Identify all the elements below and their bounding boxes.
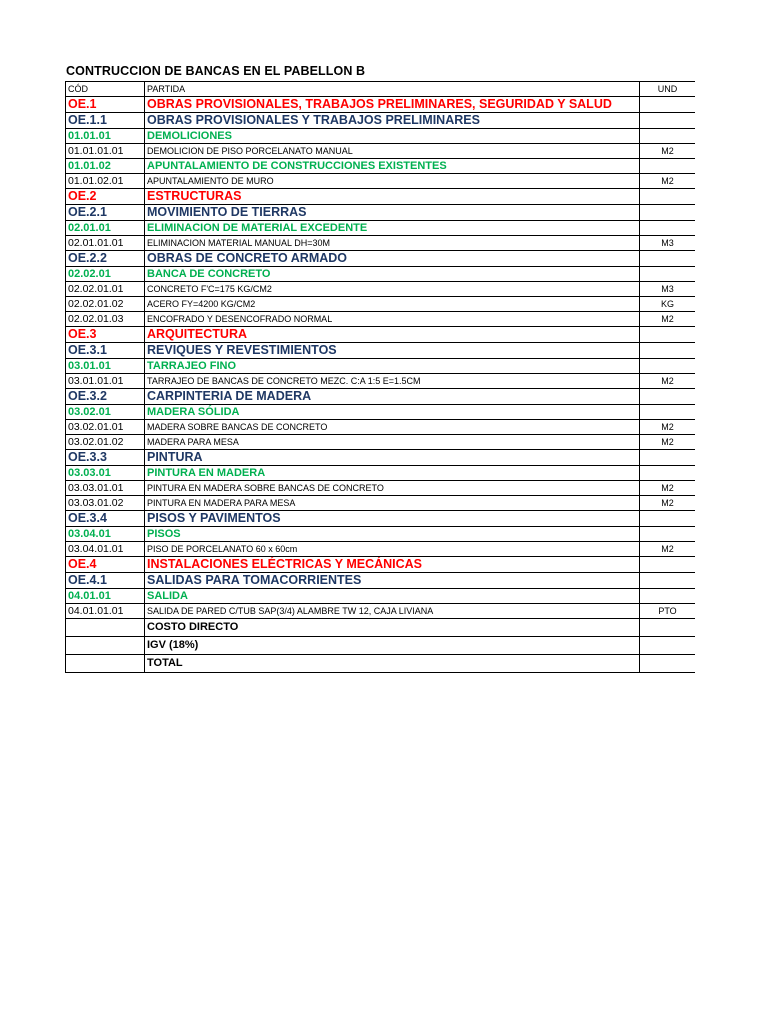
row-code: OE.3 xyxy=(66,327,145,343)
row-unit xyxy=(640,466,696,481)
table-row xyxy=(66,466,696,481)
table-row xyxy=(66,159,696,174)
row-description: IGV (18%) xyxy=(145,637,640,655)
row-description: CARPINTERIA DE MADERA xyxy=(145,389,640,405)
header-unit: UND xyxy=(640,82,696,97)
row-code xyxy=(66,619,145,637)
table-row xyxy=(66,481,696,496)
row-code: OE.3.2 xyxy=(66,389,145,405)
row-unit xyxy=(640,97,696,113)
row-unit xyxy=(640,511,696,527)
row-description: DEMOLICION DE PISO PORCELANATO MANUAL xyxy=(145,144,640,159)
table-row xyxy=(66,527,696,542)
row-description: SALIDA DE PARED C/TUB SAP(3/4) ALAMBRE TW 12, CAJA LIVIANA xyxy=(145,604,640,619)
row-code: 04.01.01.01 xyxy=(66,604,145,619)
row-code: 01.01.01 xyxy=(66,129,145,144)
row-description: SALIDAS PARA TOMACORRIENTES xyxy=(145,573,640,589)
row-code: OE.3.3 xyxy=(66,450,145,466)
row-description: SALIDA xyxy=(145,589,640,604)
row-code: OE.3.1 xyxy=(66,343,145,359)
row-unit: M2 xyxy=(640,374,696,389)
row-unit xyxy=(640,637,696,655)
table-row xyxy=(66,189,696,205)
table-row xyxy=(66,359,696,374)
row-code: 03.01.01.01 xyxy=(66,374,145,389)
row-code: OE.2.2 xyxy=(66,251,145,267)
table-row xyxy=(66,129,696,144)
row-code: 03.04.01 xyxy=(66,527,145,542)
row-description: TOTAL xyxy=(145,655,640,673)
row-description: TARRAJEO FINO xyxy=(145,359,640,374)
table-row xyxy=(66,589,696,604)
row-description: PINTURA EN MADERA SOBRE BANCAS DE CONCRETO xyxy=(145,481,640,496)
row-code: 03.02.01.02 xyxy=(66,435,145,450)
row-unit xyxy=(640,267,696,282)
table-row xyxy=(66,267,696,282)
budget-table xyxy=(65,81,695,673)
table-row xyxy=(66,297,696,312)
row-unit: PTO xyxy=(640,604,696,619)
row-description: ACERO FY=4200 KG/CM2 xyxy=(145,297,640,312)
row-code: 02.02.01.01 xyxy=(66,282,145,297)
header-description: PARTIDA xyxy=(145,82,640,97)
row-unit xyxy=(640,557,696,573)
table-row xyxy=(66,405,696,420)
row-unit xyxy=(640,589,696,604)
row-code: 02.01.01 xyxy=(66,221,145,236)
row-description: PINTURA xyxy=(145,450,640,466)
row-description: PISOS xyxy=(145,527,640,542)
row-code: 03.03.01.02 xyxy=(66,496,145,511)
table-row xyxy=(66,655,696,673)
row-description: APUNTALAMIENTO DE CONSTRUCCIONES EXISTENTES xyxy=(145,159,640,174)
table-row xyxy=(66,343,696,359)
row-description: PISOS Y PAVIMENTOS xyxy=(145,511,640,527)
table-row xyxy=(66,604,696,619)
table-row xyxy=(66,205,696,221)
row-description: PINTURA EN MADERA PARA MESA xyxy=(145,496,640,511)
row-description: INSTALACIONES ELÉCTRICAS Y MECÁNICAS xyxy=(145,557,640,573)
table-row xyxy=(66,435,696,450)
row-description: ESTRUCTURAS xyxy=(145,189,640,205)
row-code: 03.03.01.01 xyxy=(66,481,145,496)
header-code: CÓD xyxy=(66,82,145,97)
row-code: 03.03.01 xyxy=(66,466,145,481)
row-code: OE.4 xyxy=(66,557,145,573)
row-unit: M2 xyxy=(640,420,696,435)
row-code: 03.01.01 xyxy=(66,359,145,374)
table-row xyxy=(66,113,696,129)
row-code xyxy=(66,637,145,655)
row-unit xyxy=(640,327,696,343)
table-row xyxy=(66,221,696,236)
table-row xyxy=(66,389,696,405)
row-unit xyxy=(640,619,696,637)
row-code: 03.04.01.01 xyxy=(66,542,145,557)
table-row xyxy=(66,251,696,267)
table-row xyxy=(66,496,696,511)
row-code: 01.01.02.01 xyxy=(66,174,145,189)
row-description: TARRAJEO DE BANCAS DE CONCRETO MEZC. C:A 1:5 E=1.5CM xyxy=(145,374,640,389)
row-unit: M2 xyxy=(640,435,696,450)
row-code: 04.01.01 xyxy=(66,589,145,604)
row-unit xyxy=(640,205,696,221)
table-row xyxy=(66,619,696,637)
row-unit: KG xyxy=(640,297,696,312)
row-unit xyxy=(640,221,696,236)
table-row xyxy=(66,637,696,655)
row-unit xyxy=(640,113,696,129)
row-description: REVIQUES Y REVESTIMIENTOS xyxy=(145,343,640,359)
table-row xyxy=(66,144,696,159)
row-description: BANCA DE CONCRETO xyxy=(145,267,640,282)
row-unit: M2 xyxy=(640,312,696,327)
row-unit xyxy=(640,655,696,673)
row-unit: M2 xyxy=(640,144,696,159)
table-header-row xyxy=(66,82,696,97)
table-row xyxy=(66,420,696,435)
row-description: ARQUITECTURA xyxy=(145,327,640,343)
row-description: OBRAS DE CONCRETO ARMADO xyxy=(145,251,640,267)
table-row xyxy=(66,174,696,189)
row-code: 03.02.01.01 xyxy=(66,420,145,435)
row-description: ELIMINACION DE MATERIAL EXCEDENTE xyxy=(145,221,640,236)
row-unit xyxy=(640,573,696,589)
row-unit xyxy=(640,129,696,144)
row-code: 02.02.01.02 xyxy=(66,297,145,312)
row-description: ELIMINACION MATERIAL MANUAL DH=30M xyxy=(145,236,640,251)
row-description: OBRAS PROVISIONALES Y TRABAJOS PRELIMINARES xyxy=(145,113,640,129)
table-row xyxy=(66,236,696,251)
row-code: 01.01.02 xyxy=(66,159,145,174)
row-unit xyxy=(640,389,696,405)
table-row xyxy=(66,573,696,589)
row-code: OE.4.1 xyxy=(66,573,145,589)
row-unit: M2 xyxy=(640,542,696,557)
row-code: 02.02.01.03 xyxy=(66,312,145,327)
row-description: DEMOLICIONES xyxy=(145,129,640,144)
row-unit xyxy=(640,159,696,174)
row-code: 02.02.01 xyxy=(66,267,145,282)
table-row xyxy=(66,282,696,297)
row-unit xyxy=(640,359,696,374)
row-code: 01.01.01.01 xyxy=(66,144,145,159)
row-code: OE.2.1 xyxy=(66,205,145,221)
row-code: OE.3.4 xyxy=(66,511,145,527)
row-unit: M2 xyxy=(640,481,696,496)
row-unit xyxy=(640,527,696,542)
table-row xyxy=(66,97,696,113)
table-row xyxy=(66,450,696,466)
document-title: CONTRUCCION DE BANCAS EN EL PABELLON B xyxy=(66,64,366,78)
row-unit: M3 xyxy=(640,282,696,297)
table-row xyxy=(66,511,696,527)
row-code: OE.1.1 xyxy=(66,113,145,129)
row-unit xyxy=(640,405,696,420)
table-row xyxy=(66,557,696,573)
table-row xyxy=(66,374,696,389)
table-row xyxy=(66,327,696,343)
row-description: CONCRETO F'C=175 KG/CM2 xyxy=(145,282,640,297)
row-description: MOVIMIENTO DE TIERRAS xyxy=(145,205,640,221)
row-description: MADERA PARA MESA xyxy=(145,435,640,450)
row-code: OE.1 xyxy=(66,97,145,113)
row-description: OBRAS PROVISIONALES, TRABAJOS PRELIMINARES, SEGURIDAD Y SALUD xyxy=(145,97,640,113)
row-description: MADERA SÓLIDA xyxy=(145,405,640,420)
row-code: 03.02.01 xyxy=(66,405,145,420)
row-description: PINTURA EN MADERA xyxy=(145,466,640,481)
row-description: MADERA SOBRE BANCAS DE CONCRETO xyxy=(145,420,640,435)
row-code: OE.2 xyxy=(66,189,145,205)
row-unit: M2 xyxy=(640,174,696,189)
row-unit: M3 xyxy=(640,236,696,251)
row-description: APUNTALAMIENTO DE MURO xyxy=(145,174,640,189)
row-unit xyxy=(640,251,696,267)
table-row xyxy=(66,542,696,557)
row-description: ENCOFRADO Y DESENCOFRADO NORMAL xyxy=(145,312,640,327)
table-row xyxy=(66,312,696,327)
row-unit xyxy=(640,189,696,205)
row-unit xyxy=(640,450,696,466)
row-code: 02.01.01.01 xyxy=(66,236,145,251)
row-description: COSTO DIRECTO xyxy=(145,619,640,637)
row-unit xyxy=(640,343,696,359)
row-unit: M2 xyxy=(640,496,696,511)
row-description: PISO DE PORCELANATO 60 x 60cm xyxy=(145,542,640,557)
row-code xyxy=(66,655,145,673)
